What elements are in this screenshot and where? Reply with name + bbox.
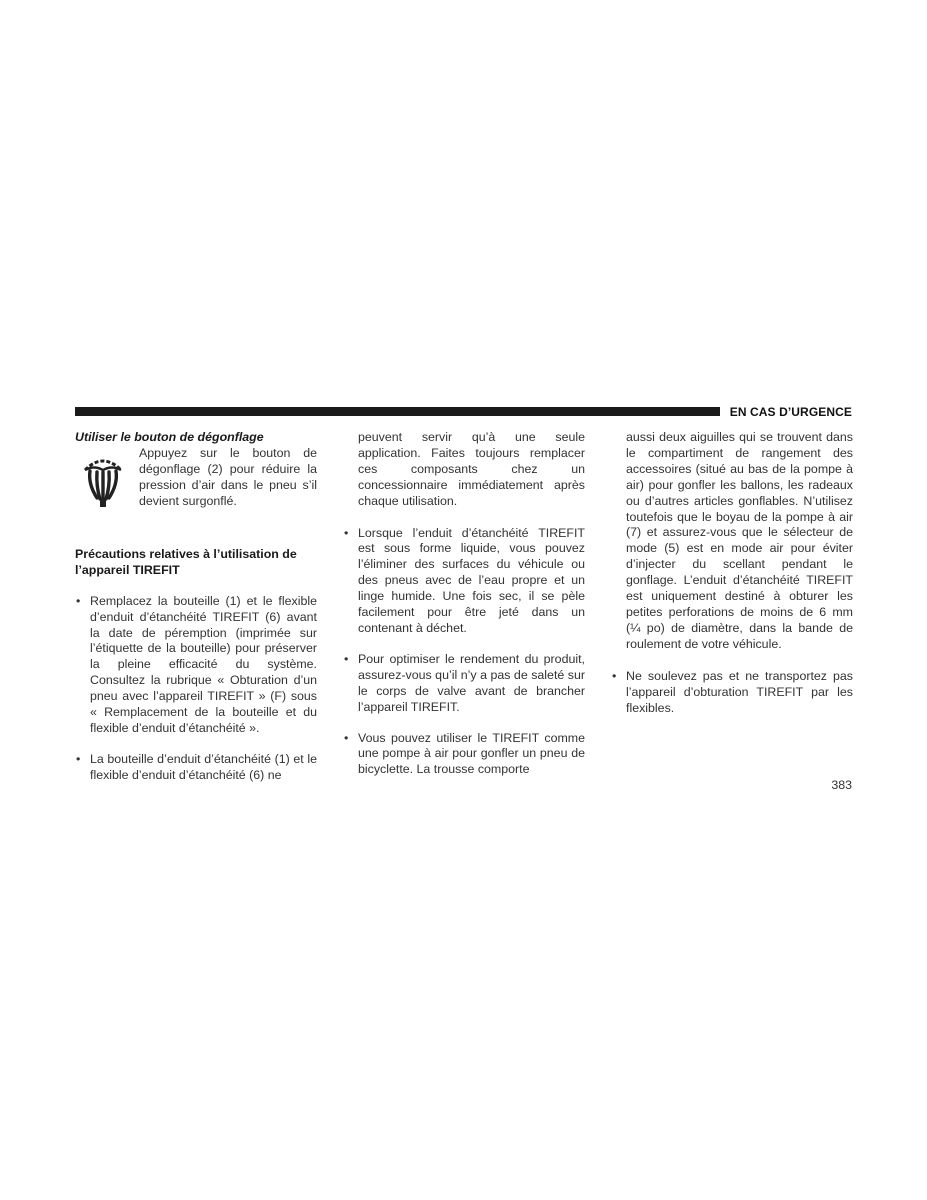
list-item: • Ne soulevez pas et ne transportez pas l’appareil d’obturation TIREFIT par les flexibles. — [611, 669, 853, 717]
list-item: • La bouteille d’enduit d’étanchéité (1) et le flexible d’enduit d’étanchéité (6) ne — [75, 752, 317, 784]
list-item: • Pour optimiser le rendement du produit, assurez-vous qu’il n’y a pas de saleté sur le corps de valve avant de brancher l’appareil TIREFIT. — [343, 652, 585, 716]
continued-text: aussi deux aiguilles qui se trouvent dans le compartiment de rangement des accessoires (situé au bas de la pompe à air) pour gonfler les ballons, les radeaux ou d’autres articles gonflables. N’utilisez toutefois que le boyau de la pompe à air (7) et assurez-vous que le sélecteur de mode (5) est en mode air pour éviter d’injecter du scellant pendant le gonflage. L’enduit d’étanchéité TIREFIT est uniquement destiné à obturer les petites perforations de moins de 6 mm (¼ po) de diamètre, dans la bande de roulement de votre véhicule. — [626, 430, 853, 651]
precautions-list — [75, 594, 317, 784]
column-3 — [611, 428, 853, 731]
page-number: 383 — [831, 778, 852, 792]
deflate-button-icon — [81, 454, 125, 508]
deflate-text: Appuyez sur le bouton de dégonflage (2) pour réduire la pression d’air dans le pneu s’il devient surgonflé. — [139, 445, 317, 508]
list-item: • Vous pouvez utiliser le TIREFIT comme une pompe à air pour gonfler un pneu de bicyclette. La trousse comporte — [343, 731, 585, 779]
precautions-list-continued — [343, 526, 585, 779]
subhead-deflate: Utiliser le bouton de dégonflage — [75, 430, 264, 444]
section-title: EN CAS D’URGENCE — [729, 405, 852, 419]
column-2 — [343, 428, 585, 793]
subhead-precautions: Précautions relatives à l’utilisation de l’appareil TIREFIT — [75, 546, 297, 577]
deflate-instruction — [75, 446, 317, 525]
header-rule — [75, 407, 720, 416]
list-item: • Lorsque l’enduit d’étanchéité TIREFIT est sous forme liquide, vous pouvez l’éliminer des surfaces du véhicule ou des pneus avec de l’eau propre et un linge humide. Une fois sec, il se pèle facilement pour être jeté dans un contenant à déchet. — [343, 526, 585, 637]
continued-text: peuvent servir qu’à une seule application. Faites toujours remplacer ces composants chez un concessionnaire immédiatement après chaque utilisation. — [358, 430, 585, 508]
column-1 — [75, 428, 317, 799]
precautions-list-end — [611, 669, 853, 717]
list-item: • Remplacez la bouteille (1) et le flexible d’enduit d’étanchéité TIREFIT (6) avant la date de péremption (imprimée sur l’étiquette de la bouteille) pour préserver la pleine efficacité du système. Consultez la rubrique « Obturation d’un pneu avec l’appareil TIREFIT » (F) sous « Remplacement de la bouteille et du flexible d’enduit d’étanchéité ». — [75, 594, 317, 737]
